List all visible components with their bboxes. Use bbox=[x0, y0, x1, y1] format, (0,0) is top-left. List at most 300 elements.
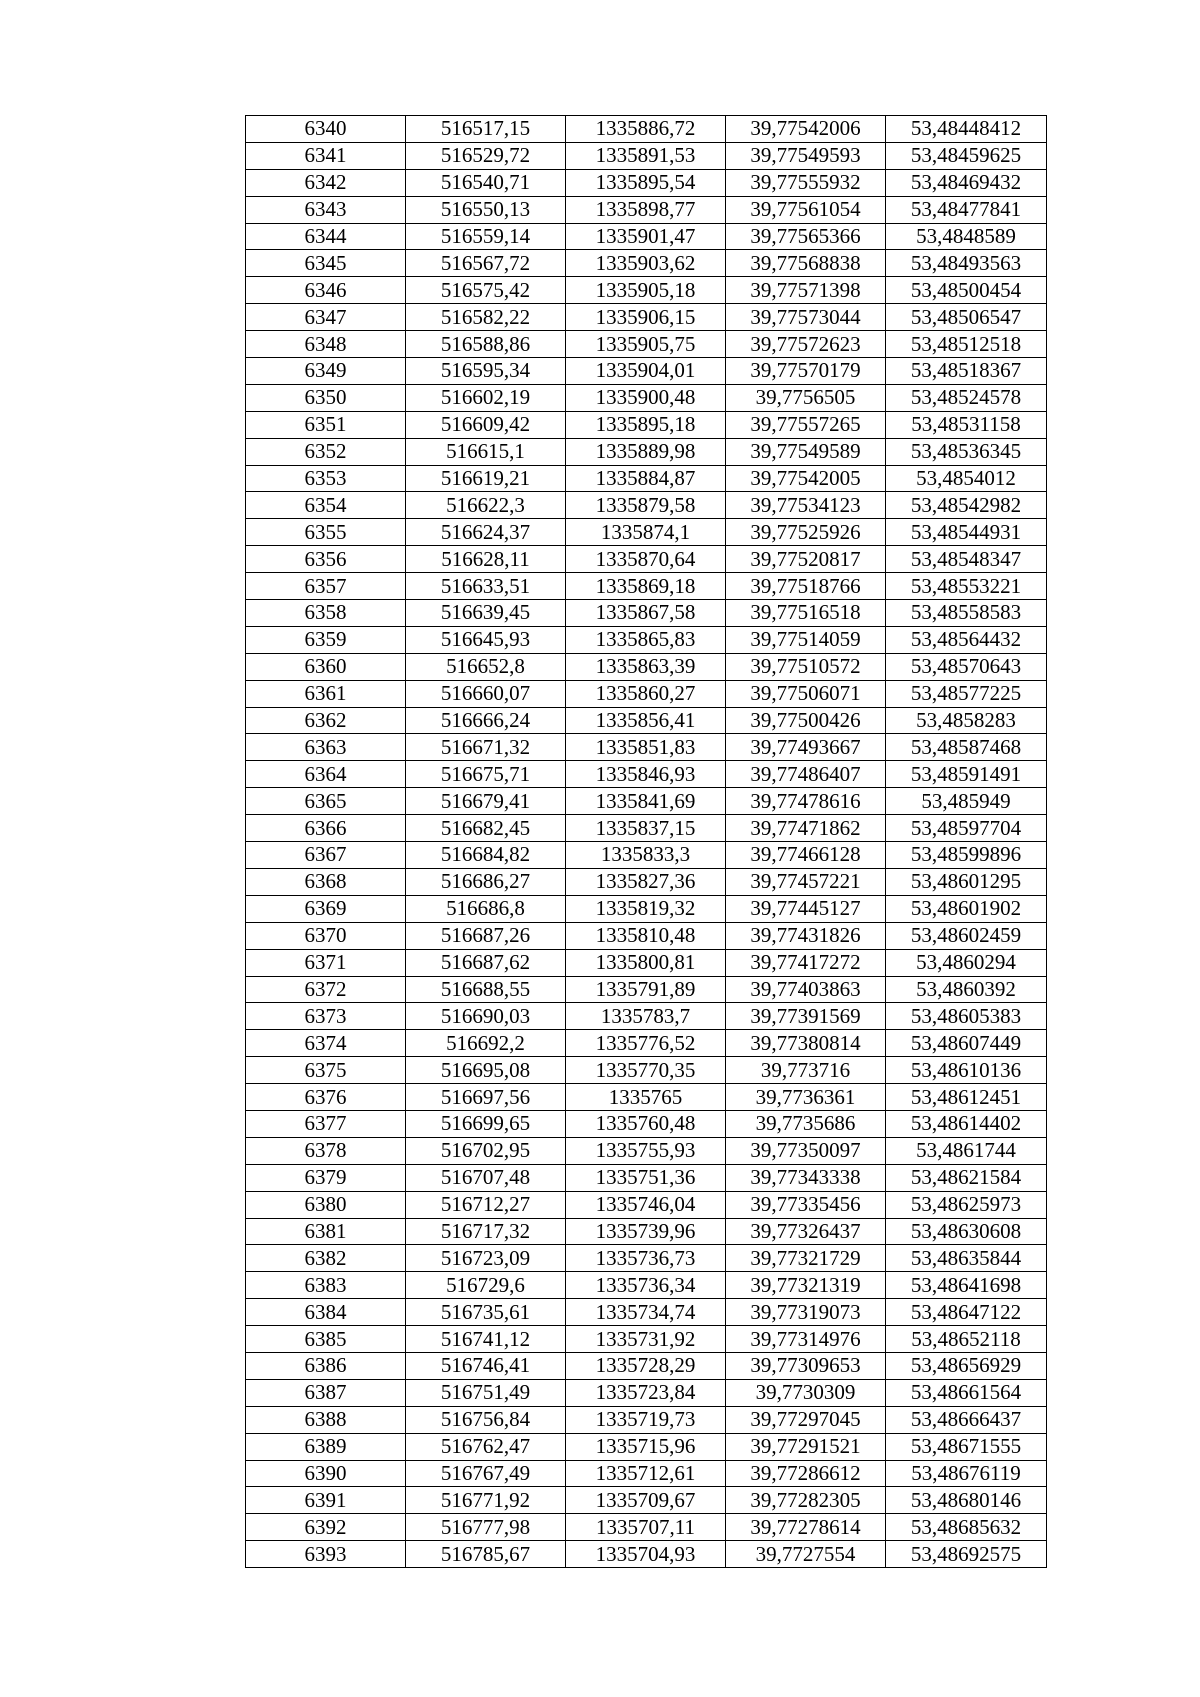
latitude-cell: 53,48493563 bbox=[886, 250, 1047, 277]
longitude-cell: 39,77466128 bbox=[726, 842, 886, 869]
longitude-cell: 39,773716 bbox=[726, 1057, 886, 1084]
y-coordinate-cell: 1335870,64 bbox=[566, 546, 726, 573]
y-coordinate-cell: 1335900,48 bbox=[566, 384, 726, 411]
point-number-cell: 6385 bbox=[246, 1326, 406, 1353]
point-number-cell: 6344 bbox=[246, 223, 406, 250]
x-coordinate-cell: 516692,2 bbox=[406, 1030, 566, 1057]
longitude-cell: 39,77506071 bbox=[726, 680, 886, 707]
table-row bbox=[246, 277, 1047, 304]
longitude-cell: 39,77343338 bbox=[726, 1164, 886, 1191]
x-coordinate-cell: 516687,26 bbox=[406, 922, 566, 949]
x-coordinate-cell: 516588,86 bbox=[406, 331, 566, 358]
y-coordinate-cell: 1335736,34 bbox=[566, 1272, 726, 1299]
longitude-cell: 39,77549589 bbox=[726, 438, 886, 465]
y-coordinate-cell: 1335895,18 bbox=[566, 411, 726, 438]
point-number-cell: 6348 bbox=[246, 331, 406, 358]
longitude-cell: 39,77555932 bbox=[726, 169, 886, 196]
point-number-cell: 6350 bbox=[246, 384, 406, 411]
x-coordinate-cell: 516777,98 bbox=[406, 1514, 566, 1541]
latitude-cell: 53,48518367 bbox=[886, 358, 1047, 385]
point-number-cell: 6357 bbox=[246, 573, 406, 600]
point-number-cell: 6378 bbox=[246, 1137, 406, 1164]
x-coordinate-cell: 516652,8 bbox=[406, 653, 566, 680]
y-coordinate-cell: 1335728,29 bbox=[566, 1352, 726, 1379]
table-row bbox=[246, 1541, 1047, 1568]
longitude-cell: 39,77471862 bbox=[726, 815, 886, 842]
point-number-cell: 6360 bbox=[246, 653, 406, 680]
x-coordinate-cell: 516741,12 bbox=[406, 1326, 566, 1353]
table-row bbox=[246, 1433, 1047, 1460]
table-row bbox=[246, 1487, 1047, 1514]
table-row bbox=[246, 842, 1047, 869]
table-row bbox=[246, 384, 1047, 411]
y-coordinate-cell: 1335879,58 bbox=[566, 492, 726, 519]
y-coordinate-cell: 1335731,92 bbox=[566, 1326, 726, 1353]
latitude-cell: 53,48641698 bbox=[886, 1272, 1047, 1299]
x-coordinate-cell: 516688,55 bbox=[406, 976, 566, 1003]
latitude-cell: 53,48524578 bbox=[886, 384, 1047, 411]
longitude-cell: 39,77278614 bbox=[726, 1514, 886, 1541]
y-coordinate-cell: 1335739,96 bbox=[566, 1218, 726, 1245]
y-coordinate-cell: 1335851,83 bbox=[566, 734, 726, 761]
latitude-cell: 53,48570643 bbox=[886, 653, 1047, 680]
table-row bbox=[246, 1137, 1047, 1164]
y-coordinate-cell: 1335837,15 bbox=[566, 815, 726, 842]
point-number-cell: 6386 bbox=[246, 1352, 406, 1379]
latitude-cell: 53,48448412 bbox=[886, 116, 1047, 143]
x-coordinate-cell: 516690,03 bbox=[406, 1003, 566, 1030]
latitude-cell: 53,48692575 bbox=[886, 1541, 1047, 1568]
table-row bbox=[246, 411, 1047, 438]
longitude-cell: 39,77549593 bbox=[726, 142, 886, 169]
longitude-cell: 39,77286612 bbox=[726, 1460, 886, 1487]
y-coordinate-cell: 1335810,48 bbox=[566, 922, 726, 949]
latitude-cell: 53,4858283 bbox=[886, 707, 1047, 734]
y-coordinate-cell: 1335827,36 bbox=[566, 868, 726, 895]
latitude-cell: 53,48607449 bbox=[886, 1030, 1047, 1057]
latitude-cell: 53,48630608 bbox=[886, 1218, 1047, 1245]
x-coordinate-cell: 516575,42 bbox=[406, 277, 566, 304]
latitude-cell: 53,48564432 bbox=[886, 626, 1047, 653]
point-number-cell: 6340 bbox=[246, 116, 406, 143]
longitude-cell: 39,77557265 bbox=[726, 411, 886, 438]
longitude-cell: 39,7736361 bbox=[726, 1084, 886, 1111]
longitude-cell: 39,77417272 bbox=[726, 949, 886, 976]
longitude-cell: 39,77534123 bbox=[726, 492, 886, 519]
longitude-cell: 39,7756505 bbox=[726, 384, 886, 411]
x-coordinate-cell: 516633,51 bbox=[406, 573, 566, 600]
latitude-cell: 53,4861744 bbox=[886, 1137, 1047, 1164]
y-coordinate-cell: 1335736,73 bbox=[566, 1245, 726, 1272]
table-row bbox=[246, 1299, 1047, 1326]
table-row bbox=[246, 1352, 1047, 1379]
longitude-cell: 39,7735686 bbox=[726, 1110, 886, 1137]
table-row bbox=[246, 1030, 1047, 1057]
point-number-cell: 6347 bbox=[246, 304, 406, 331]
y-coordinate-cell: 1335765 bbox=[566, 1084, 726, 1111]
longitude-cell: 39,77391569 bbox=[726, 1003, 886, 1030]
latitude-cell: 53,48647122 bbox=[886, 1299, 1047, 1326]
x-coordinate-cell: 516609,42 bbox=[406, 411, 566, 438]
y-coordinate-cell: 1335906,15 bbox=[566, 304, 726, 331]
longitude-cell: 39,77445127 bbox=[726, 895, 886, 922]
table-row bbox=[246, 1057, 1047, 1084]
latitude-cell: 53,48591491 bbox=[886, 761, 1047, 788]
point-number-cell: 6346 bbox=[246, 277, 406, 304]
latitude-cell: 53,48671555 bbox=[886, 1433, 1047, 1460]
point-number-cell: 6391 bbox=[246, 1487, 406, 1514]
x-coordinate-cell: 516550,13 bbox=[406, 196, 566, 223]
table-row bbox=[246, 492, 1047, 519]
point-number-cell: 6342 bbox=[246, 169, 406, 196]
longitude-cell: 39,77573044 bbox=[726, 304, 886, 331]
y-coordinate-cell: 1335860,27 bbox=[566, 680, 726, 707]
table-row bbox=[246, 519, 1047, 546]
latitude-cell: 53,48459625 bbox=[886, 142, 1047, 169]
longitude-cell: 39,7730309 bbox=[726, 1379, 886, 1406]
point-number-cell: 6349 bbox=[246, 358, 406, 385]
y-coordinate-cell: 1335904,01 bbox=[566, 358, 726, 385]
point-number-cell: 6380 bbox=[246, 1191, 406, 1218]
x-coordinate-cell: 516717,32 bbox=[406, 1218, 566, 1245]
latitude-cell: 53,48531158 bbox=[886, 411, 1047, 438]
y-coordinate-cell: 1335863,39 bbox=[566, 653, 726, 680]
table-row bbox=[246, 1245, 1047, 1272]
table-row bbox=[246, 680, 1047, 707]
point-number-cell: 6355 bbox=[246, 519, 406, 546]
latitude-cell: 53,485949 bbox=[886, 788, 1047, 815]
latitude-cell: 53,48685632 bbox=[886, 1514, 1047, 1541]
latitude-cell: 53,4854012 bbox=[886, 465, 1047, 492]
y-coordinate-cell: 1335755,93 bbox=[566, 1137, 726, 1164]
x-coordinate-cell: 516767,49 bbox=[406, 1460, 566, 1487]
point-number-cell: 6376 bbox=[246, 1084, 406, 1111]
x-coordinate-cell: 516702,95 bbox=[406, 1137, 566, 1164]
y-coordinate-cell: 1335865,83 bbox=[566, 626, 726, 653]
point-number-cell: 6377 bbox=[246, 1110, 406, 1137]
latitude-cell: 53,48610136 bbox=[886, 1057, 1047, 1084]
point-number-cell: 6343 bbox=[246, 196, 406, 223]
point-number-cell: 6359 bbox=[246, 626, 406, 653]
y-coordinate-cell: 1335867,58 bbox=[566, 600, 726, 627]
longitude-cell: 39,77516518 bbox=[726, 600, 886, 627]
latitude-cell: 53,48599896 bbox=[886, 842, 1047, 869]
table-row bbox=[246, 600, 1047, 627]
y-coordinate-cell: 1335734,74 bbox=[566, 1299, 726, 1326]
latitude-cell: 53,48536345 bbox=[886, 438, 1047, 465]
y-coordinate-cell: 1335712,61 bbox=[566, 1460, 726, 1487]
latitude-cell: 53,48542982 bbox=[886, 492, 1047, 519]
y-coordinate-cell: 1335869,18 bbox=[566, 573, 726, 600]
table-row bbox=[246, 815, 1047, 842]
table-row bbox=[246, 868, 1047, 895]
y-coordinate-cell: 1335704,93 bbox=[566, 1541, 726, 1568]
x-coordinate-cell: 516675,71 bbox=[406, 761, 566, 788]
point-number-cell: 6374 bbox=[246, 1030, 406, 1057]
y-coordinate-cell: 1335846,93 bbox=[566, 761, 726, 788]
table-row bbox=[246, 895, 1047, 922]
point-number-cell: 6383 bbox=[246, 1272, 406, 1299]
point-number-cell: 6389 bbox=[246, 1433, 406, 1460]
longitude-cell: 39,77571398 bbox=[726, 277, 886, 304]
latitude-cell: 53,48676119 bbox=[886, 1460, 1047, 1487]
longitude-cell: 39,77572623 bbox=[726, 331, 886, 358]
table-row bbox=[246, 304, 1047, 331]
y-coordinate-cell: 1335903,62 bbox=[566, 250, 726, 277]
x-coordinate-cell: 516697,56 bbox=[406, 1084, 566, 1111]
point-number-cell: 6352 bbox=[246, 438, 406, 465]
latitude-cell: 53,48652118 bbox=[886, 1326, 1047, 1353]
latitude-cell: 53,48635844 bbox=[886, 1245, 1047, 1272]
x-coordinate-cell: 516529,72 bbox=[406, 142, 566, 169]
y-coordinate-cell: 1335751,36 bbox=[566, 1164, 726, 1191]
latitude-cell: 53,48587468 bbox=[886, 734, 1047, 761]
longitude-cell: 39,77525926 bbox=[726, 519, 886, 546]
x-coordinate-cell: 516671,32 bbox=[406, 734, 566, 761]
latitude-cell: 53,48661564 bbox=[886, 1379, 1047, 1406]
latitude-cell: 53,48577225 bbox=[886, 680, 1047, 707]
latitude-cell: 53,48512518 bbox=[886, 331, 1047, 358]
y-coordinate-cell: 1335901,47 bbox=[566, 223, 726, 250]
longitude-cell: 39,77309653 bbox=[726, 1352, 886, 1379]
longitude-cell: 39,77291521 bbox=[726, 1433, 886, 1460]
x-coordinate-cell: 516756,84 bbox=[406, 1406, 566, 1433]
x-coordinate-cell: 516712,27 bbox=[406, 1191, 566, 1218]
point-number-cell: 6371 bbox=[246, 949, 406, 976]
latitude-cell: 53,48500454 bbox=[886, 277, 1047, 304]
latitude-cell: 53,48601295 bbox=[886, 868, 1047, 895]
table-row bbox=[246, 223, 1047, 250]
x-coordinate-cell: 516687,62 bbox=[406, 949, 566, 976]
x-coordinate-cell: 516729,6 bbox=[406, 1272, 566, 1299]
table-row bbox=[246, 1218, 1047, 1245]
point-number-cell: 6381 bbox=[246, 1218, 406, 1245]
table-row bbox=[246, 358, 1047, 385]
table-row bbox=[246, 465, 1047, 492]
x-coordinate-cell: 516619,21 bbox=[406, 465, 566, 492]
x-coordinate-cell: 516771,92 bbox=[406, 1487, 566, 1514]
coordinates-table-body bbox=[246, 116, 1047, 1568]
table-row bbox=[246, 788, 1047, 815]
coordinates-table bbox=[245, 115, 1047, 1568]
x-coordinate-cell: 516751,49 bbox=[406, 1379, 566, 1406]
latitude-cell: 53,4848589 bbox=[886, 223, 1047, 250]
y-coordinate-cell: 1335783,7 bbox=[566, 1003, 726, 1030]
point-number-cell: 6387 bbox=[246, 1379, 406, 1406]
y-coordinate-cell: 1335895,54 bbox=[566, 169, 726, 196]
x-coordinate-cell: 516707,48 bbox=[406, 1164, 566, 1191]
y-coordinate-cell: 1335707,11 bbox=[566, 1514, 726, 1541]
x-coordinate-cell: 516679,41 bbox=[406, 788, 566, 815]
point-number-cell: 6356 bbox=[246, 546, 406, 573]
point-number-cell: 6351 bbox=[246, 411, 406, 438]
y-coordinate-cell: 1335800,81 bbox=[566, 949, 726, 976]
point-number-cell: 6379 bbox=[246, 1164, 406, 1191]
table-row bbox=[246, 734, 1047, 761]
point-number-cell: 6363 bbox=[246, 734, 406, 761]
latitude-cell: 53,48612451 bbox=[886, 1084, 1047, 1111]
latitude-cell: 53,48558583 bbox=[886, 600, 1047, 627]
y-coordinate-cell: 1335856,41 bbox=[566, 707, 726, 734]
y-coordinate-cell: 1335905,75 bbox=[566, 331, 726, 358]
longitude-cell: 39,77514059 bbox=[726, 626, 886, 653]
x-coordinate-cell: 516660,07 bbox=[406, 680, 566, 707]
y-coordinate-cell: 1335884,87 bbox=[566, 465, 726, 492]
longitude-cell: 39,77561054 bbox=[726, 196, 886, 223]
point-number-cell: 6345 bbox=[246, 250, 406, 277]
latitude-cell: 53,48605383 bbox=[886, 1003, 1047, 1030]
point-number-cell: 6382 bbox=[246, 1245, 406, 1272]
latitude-cell: 53,48506547 bbox=[886, 304, 1047, 331]
latitude-cell: 53,4860294 bbox=[886, 949, 1047, 976]
latitude-cell: 53,48680146 bbox=[886, 1487, 1047, 1514]
latitude-cell: 53,48544931 bbox=[886, 519, 1047, 546]
table-row bbox=[246, 546, 1047, 573]
longitude-cell: 39,77542005 bbox=[726, 465, 886, 492]
y-coordinate-cell: 1335723,84 bbox=[566, 1379, 726, 1406]
point-number-cell: 6364 bbox=[246, 761, 406, 788]
latitude-cell: 53,48614402 bbox=[886, 1110, 1047, 1137]
table-row bbox=[246, 169, 1047, 196]
longitude-cell: 39,77542006 bbox=[726, 116, 886, 143]
table-row bbox=[246, 922, 1047, 949]
longitude-cell: 39,77565366 bbox=[726, 223, 886, 250]
longitude-cell: 39,77478616 bbox=[726, 788, 886, 815]
point-number-cell: 6390 bbox=[246, 1460, 406, 1487]
point-number-cell: 6388 bbox=[246, 1406, 406, 1433]
table-row bbox=[246, 1326, 1047, 1353]
y-coordinate-cell: 1335760,48 bbox=[566, 1110, 726, 1137]
table-row bbox=[246, 1110, 1047, 1137]
point-number-cell: 6372 bbox=[246, 976, 406, 1003]
x-coordinate-cell: 516686,8 bbox=[406, 895, 566, 922]
y-coordinate-cell: 1335833,3 bbox=[566, 842, 726, 869]
x-coordinate-cell: 516517,15 bbox=[406, 116, 566, 143]
point-number-cell: 6341 bbox=[246, 142, 406, 169]
x-coordinate-cell: 516746,41 bbox=[406, 1352, 566, 1379]
point-number-cell: 6384 bbox=[246, 1299, 406, 1326]
x-coordinate-cell: 516602,19 bbox=[406, 384, 566, 411]
point-number-cell: 6368 bbox=[246, 868, 406, 895]
table-row bbox=[246, 707, 1047, 734]
x-coordinate-cell: 516624,37 bbox=[406, 519, 566, 546]
table-row bbox=[246, 196, 1047, 223]
x-coordinate-cell: 516559,14 bbox=[406, 223, 566, 250]
longitude-cell: 39,77326437 bbox=[726, 1218, 886, 1245]
x-coordinate-cell: 516682,45 bbox=[406, 815, 566, 842]
x-coordinate-cell: 516645,93 bbox=[406, 626, 566, 653]
x-coordinate-cell: 516785,67 bbox=[406, 1541, 566, 1568]
x-coordinate-cell: 516695,08 bbox=[406, 1057, 566, 1084]
point-number-cell: 6366 bbox=[246, 815, 406, 842]
point-number-cell: 6370 bbox=[246, 922, 406, 949]
point-number-cell: 6373 bbox=[246, 1003, 406, 1030]
point-number-cell: 6369 bbox=[246, 895, 406, 922]
point-number-cell: 6392 bbox=[246, 1514, 406, 1541]
y-coordinate-cell: 1335905,18 bbox=[566, 277, 726, 304]
point-number-cell: 6367 bbox=[246, 842, 406, 869]
y-coordinate-cell: 1335746,04 bbox=[566, 1191, 726, 1218]
table-row bbox=[246, 1003, 1047, 1030]
table-row bbox=[246, 761, 1047, 788]
x-coordinate-cell: 516723,09 bbox=[406, 1245, 566, 1272]
table-row bbox=[246, 331, 1047, 358]
point-number-cell: 6362 bbox=[246, 707, 406, 734]
longitude-cell: 39,77500426 bbox=[726, 707, 886, 734]
y-coordinate-cell: 1335719,73 bbox=[566, 1406, 726, 1433]
x-coordinate-cell: 516735,61 bbox=[406, 1299, 566, 1326]
y-coordinate-cell: 1335819,32 bbox=[566, 895, 726, 922]
x-coordinate-cell: 516762,47 bbox=[406, 1433, 566, 1460]
latitude-cell: 53,48469432 bbox=[886, 169, 1047, 196]
latitude-cell: 53,48602459 bbox=[886, 922, 1047, 949]
y-coordinate-cell: 1335898,77 bbox=[566, 196, 726, 223]
point-number-cell: 6361 bbox=[246, 680, 406, 707]
table-row bbox=[246, 1406, 1047, 1433]
longitude-cell: 39,77518766 bbox=[726, 573, 886, 600]
y-coordinate-cell: 1335776,52 bbox=[566, 1030, 726, 1057]
point-number-cell: 6393 bbox=[246, 1541, 406, 1568]
x-coordinate-cell: 516582,22 bbox=[406, 304, 566, 331]
x-coordinate-cell: 516639,45 bbox=[406, 600, 566, 627]
y-coordinate-cell: 1335841,69 bbox=[566, 788, 726, 815]
x-coordinate-cell: 516666,24 bbox=[406, 707, 566, 734]
table-row bbox=[246, 949, 1047, 976]
y-coordinate-cell: 1335886,72 bbox=[566, 116, 726, 143]
table-row bbox=[246, 1460, 1047, 1487]
longitude-cell: 39,77297045 bbox=[726, 1406, 886, 1433]
longitude-cell: 39,77380814 bbox=[726, 1030, 886, 1057]
table-row bbox=[246, 1514, 1047, 1541]
table-row bbox=[246, 142, 1047, 169]
y-coordinate-cell: 1335770,35 bbox=[566, 1057, 726, 1084]
table-row bbox=[246, 626, 1047, 653]
longitude-cell: 39,77282305 bbox=[726, 1487, 886, 1514]
latitude-cell: 53,48656929 bbox=[886, 1352, 1047, 1379]
table-row bbox=[246, 1191, 1047, 1218]
point-number-cell: 6365 bbox=[246, 788, 406, 815]
latitude-cell: 53,48666437 bbox=[886, 1406, 1047, 1433]
point-number-cell: 6375 bbox=[246, 1057, 406, 1084]
latitude-cell: 53,48621584 bbox=[886, 1164, 1047, 1191]
table-row bbox=[246, 1084, 1047, 1111]
point-number-cell: 6353 bbox=[246, 465, 406, 492]
x-coordinate-cell: 516699,65 bbox=[406, 1110, 566, 1137]
latitude-cell: 53,48548347 bbox=[886, 546, 1047, 573]
longitude-cell: 39,77335456 bbox=[726, 1191, 886, 1218]
latitude-cell: 53,48597704 bbox=[886, 815, 1047, 842]
table-row bbox=[246, 573, 1047, 600]
x-coordinate-cell: 516684,82 bbox=[406, 842, 566, 869]
longitude-cell: 39,77568838 bbox=[726, 250, 886, 277]
latitude-cell: 53,48477841 bbox=[886, 196, 1047, 223]
longitude-cell: 39,77493667 bbox=[726, 734, 886, 761]
longitude-cell: 39,77520817 bbox=[726, 546, 886, 573]
y-coordinate-cell: 1335709,67 bbox=[566, 1487, 726, 1514]
point-number-cell: 6358 bbox=[246, 600, 406, 627]
x-coordinate-cell: 516540,71 bbox=[406, 169, 566, 196]
longitude-cell: 39,77457221 bbox=[726, 868, 886, 895]
longitude-cell: 39,77319073 bbox=[726, 1299, 886, 1326]
longitude-cell: 39,77321729 bbox=[726, 1245, 886, 1272]
longitude-cell: 39,77570179 bbox=[726, 358, 886, 385]
x-coordinate-cell: 516628,11 bbox=[406, 546, 566, 573]
longitude-cell: 39,77403863 bbox=[726, 976, 886, 1003]
longitude-cell: 39,7727554 bbox=[726, 1541, 886, 1568]
point-number-cell: 6354 bbox=[246, 492, 406, 519]
longitude-cell: 39,77431826 bbox=[726, 922, 886, 949]
x-coordinate-cell: 516567,72 bbox=[406, 250, 566, 277]
